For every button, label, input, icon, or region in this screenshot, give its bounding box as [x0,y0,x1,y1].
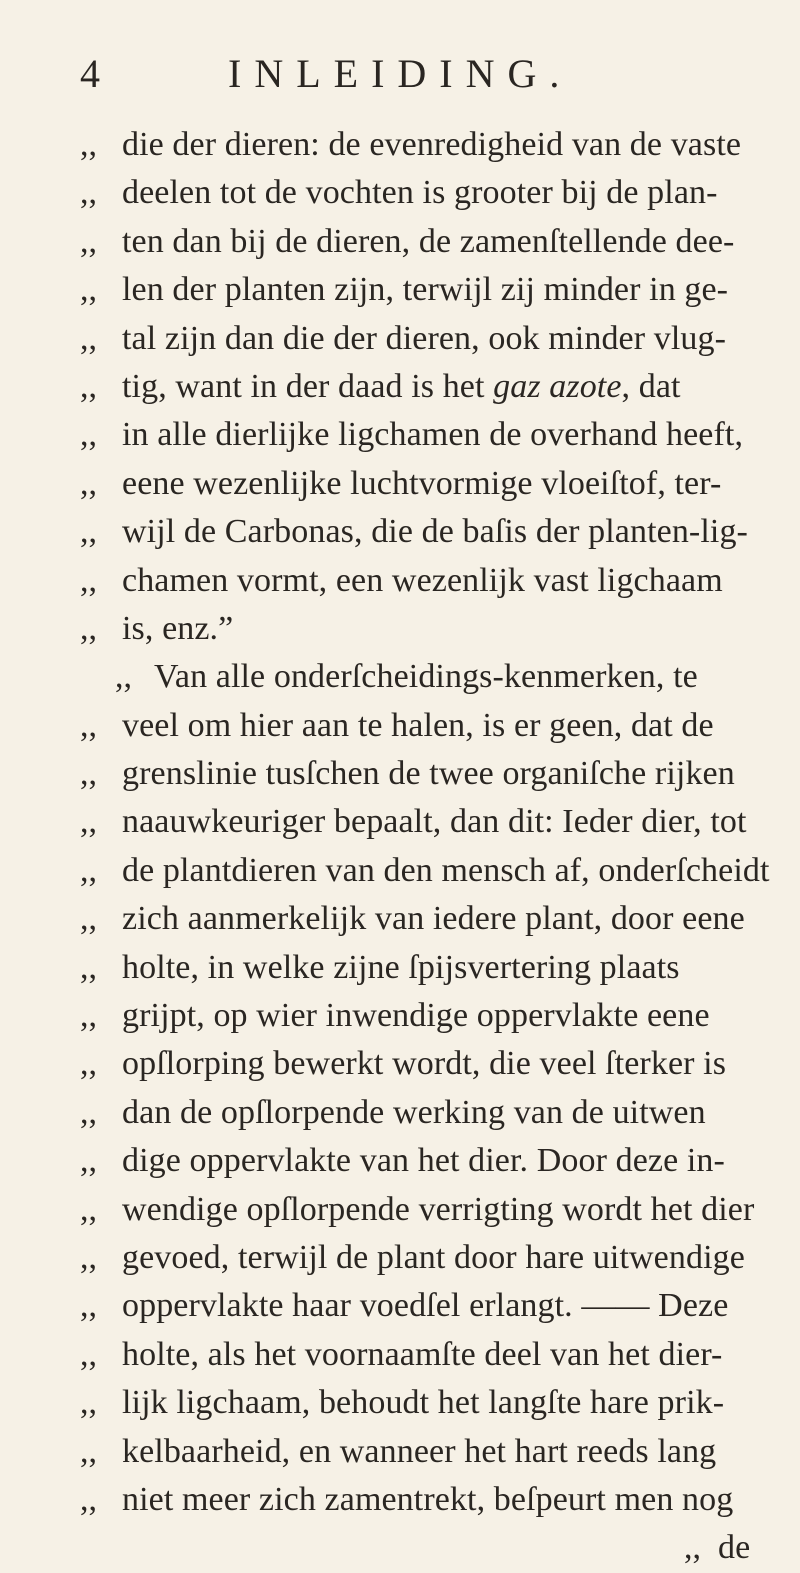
quote-mark: ,, [115,658,132,696]
quote-mark: ,, [80,803,97,841]
text-line [0,1137,800,1185]
italic-term: gaz azote [493,367,622,405]
line-text-segment: , dat [621,367,681,405]
line-text: naauwkeuriger bepaalt, dan dit: Ieder dier, tot [122,803,747,841]
line-text: len der planten zijn, terwijl zij minder in ge- [122,271,729,309]
quote-mark: ,, [80,416,97,454]
line-text: Van alle onderſcheidings-kenmerken, te [154,658,698,696]
text-line [0,1476,800,1524]
line-text-segment: tig, want in der daad is het [122,367,494,405]
text-line [0,702,800,750]
line-text: veel om hier aan te halen, is er geen, dat de [122,706,714,744]
quote-mark: ,, [80,1045,97,1083]
text-line [0,1379,800,1427]
quote-mark: ,, [80,174,97,212]
text-line [0,605,800,653]
line-text: zich aanmerkelijk van iedere plant, door eene [122,900,745,938]
text-line [0,1282,800,1330]
quote-mark: ,, [80,948,97,986]
line-text: ten dan bij de dieren, de zamenſtellende dee- [122,222,735,260]
text-line [0,169,800,217]
quote-mark: ,, [80,126,97,163]
line-text: grenslinie tusſchen de twee organiſche rijken [122,755,735,793]
line-text: kelbaarheid, en wanneer het hart reeds lang [122,1432,717,1470]
quote-mark: ,, [80,367,97,405]
line-text: opſlorping bewerkt wordt, die veel ſterker is [122,1045,727,1083]
text-line [0,798,800,846]
text-line [0,895,800,943]
text-line [0,1089,800,1137]
quote-mark: ,, [80,755,97,793]
quote-mark: ,, [80,1190,97,1228]
text-line [0,750,800,798]
text-line [0,121,800,169]
body-text [0,121,800,1573]
line-text: lijk ligchaam, behoudt het langſte hare prik- [122,1384,725,1422]
text-line [0,218,800,266]
text-line [0,1040,800,1088]
running-title: INLEIDING. [228,51,573,96]
line-text: die der dieren: de evenredigheid van de vaste [122,126,742,163]
quote-mark: ,, [684,1529,701,1567]
line-text: eene wezenlijke luchtvormige vloeiſtof, ter- [122,464,722,502]
text-line [0,508,800,556]
line-text: deelen tot de vochten is grooter bij de plan- [122,174,718,212]
catchword-line [0,1524,800,1572]
quote-mark: ,, [80,222,97,260]
quote-mark: ,, [80,851,97,889]
line-text: niet meer zich zamentrekt, beſpeurt men nog [122,1480,734,1518]
text-line [0,411,800,459]
text-line [0,847,800,895]
line-text: in alle dierlijke ligchamen de overhand heeft, [122,416,744,454]
line-text: wijl de Carbonas, die de baſis der planten-lig- [122,513,748,551]
line-text: de plantdieren van den mensch af, onderſcheidt [122,851,770,889]
quote-mark: ,, [80,1384,97,1422]
text-line [0,653,800,701]
catchword: de [718,1529,751,1567]
line-text: holte, in welke zijne ſpijsvertering plaats [122,948,680,986]
quote-mark: ,, [80,464,97,502]
quote-mark: ,, [80,1335,97,1373]
page-number: 4 [80,51,100,96]
line-text: chamen vormt, een wezenlijk vast ligchaam [122,561,723,599]
text-line [0,363,800,411]
quote-mark: ,, [80,271,97,309]
line-text [122,363,681,411]
quote-mark: ,, [80,900,97,938]
text-line [0,315,800,363]
text-line [0,557,800,605]
text-line [0,944,800,992]
text-line [0,1428,800,1476]
quote-mark: ,, [80,1432,97,1470]
text-line [0,266,800,314]
quote-mark: ,, [80,1287,97,1325]
quote-mark: ,, [80,706,97,744]
quote-mark: ,, [80,609,97,647]
quote-mark: ,, [80,997,97,1035]
text-line [0,1186,800,1234]
text-line [0,460,800,508]
quote-mark: ,, [80,1142,97,1180]
line-text: oppervlakte haar voedſel erlangt. —— Deze [122,1287,729,1325]
quote-mark: ,, [80,1093,97,1131]
quote-mark: ,, [80,1238,97,1276]
line-text: dan de opſlorpende werking van de uitwen [122,1093,706,1131]
quote-mark: ,, [80,1480,97,1518]
line-text: holte, als het voornaamſte deel van het dier- [122,1335,723,1373]
page-header [0,44,800,104]
text-line [0,1234,800,1282]
quote-mark: ,, [80,513,97,551]
text-line [0,992,800,1040]
line-text: is, enz.” [122,609,234,647]
line-text: wendige opſlorpende verrigting wordt het dier [122,1190,755,1228]
quote-mark: ,, [80,561,97,599]
quote-mark: ,, [80,319,97,357]
line-text: gevoed, terwijl de plant door hare uitwendige [122,1238,745,1276]
line-text: grijpt, op wier inwendige oppervlakte eene [122,997,710,1035]
text-line [0,1331,800,1379]
line-text: tal zijn dan die der dieren, ook minder vlug- [122,319,727,357]
line-text: dige oppervlakte van het dier. Door deze in- [122,1142,725,1180]
